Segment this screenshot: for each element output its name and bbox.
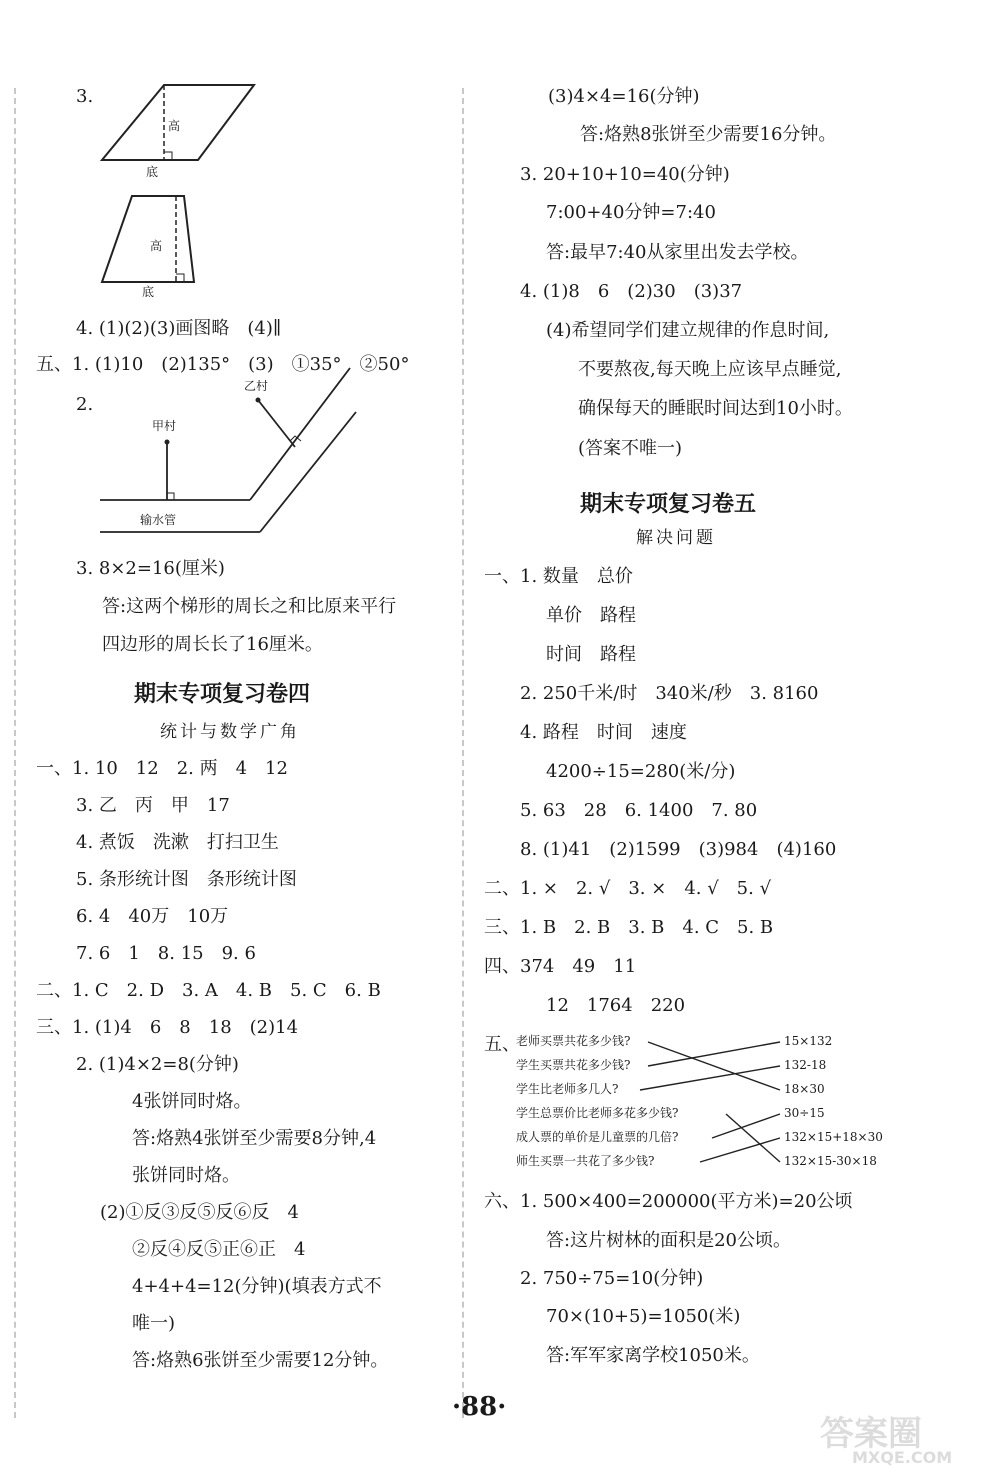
left-line: 4+4+4=12(分钟)(填表方式不 — [132, 1276, 382, 1297]
right-line: 时间 路程 — [546, 644, 636, 665]
match-question: 成人票的单价是儿童票的几倍? — [516, 1130, 679, 1144]
right-line: 不要熬夜,每天晚上应该早点睡觉, — [578, 359, 842, 380]
section-title-4: 期末专项复习卷四 — [134, 682, 311, 707]
parallelogram-height-label: 高 — [168, 119, 181, 133]
right-line: 答:军军家离学校1050米。 — [546, 1345, 760, 1366]
right-line: 确保每天的睡眠时间达到10小时。 — [578, 398, 853, 419]
right-line: 2. 250千米/时 340米/秒 3. 8160 — [520, 683, 819, 704]
left-line: 4. 煮饭 洗漱 打扫卫生 — [76, 832, 279, 853]
trapezoid-height-label: 高 — [150, 239, 163, 253]
match-expression: 30÷15 — [784, 1106, 825, 1120]
right-line: 12 1764 220 — [546, 995, 686, 1016]
match-expression: 132-18 — [784, 1058, 827, 1072]
section-title-5: 期末专项复习卷五 — [580, 492, 757, 517]
section-subtitle-5: 解决问题 — [636, 528, 716, 548]
match-expression: 132×15-30×18 — [784, 1154, 877, 1168]
page-number: ·88· — [452, 1392, 507, 1422]
q3-equation: 3. 8×2=16(厘米) — [76, 558, 225, 579]
right-line: 答:最早7:40从家里出发去学校。 — [546, 242, 809, 263]
left-line: 7. 6 1 8. 15 9. 6 — [76, 943, 256, 964]
left-line: 张饼同时烙。 — [132, 1165, 240, 1186]
q4-line: 4. (1)(2)(3)画图略 (4)∥ — [76, 318, 282, 339]
village-a-label: 甲村 — [152, 419, 177, 433]
watermark-logo: 答案圈 — [820, 1414, 922, 1454]
match-question: 学生买票共花多少钱? — [516, 1058, 631, 1072]
section5-q1: 五、1. (1)10 (2)135° (3) ①35° ②50° — [36, 354, 410, 375]
right-line: 三、1. B 2. B 3. B 4. C 5. B — [484, 917, 774, 938]
section5-label: 五、 — [484, 1034, 520, 1055]
q2-number: 2. — [76, 394, 94, 415]
section-subtitle-4: 统计与数学广角 — [160, 722, 300, 742]
right-line: 答:烙熟8张饼至少需要16分钟。 — [580, 124, 837, 145]
left-line: 6. 4 40万 10万 — [76, 906, 229, 927]
left-line: ②反④反⑤正⑥正 4 — [132, 1239, 306, 1260]
q3-answer-1: 答:这两个梯形的周长之和比原来平行 — [102, 596, 397, 617]
match-expression: 18×30 — [784, 1082, 825, 1096]
right-line: 二、1. × 2. √ 3. × 4. √ 5. √ — [484, 878, 772, 899]
match-question: 学生总票价比老师多花多少钱? — [516, 1106, 679, 1120]
q3-number: 3. — [76, 86, 94, 107]
right-line: 5. 63 28 6. 1400 7. 80 — [520, 800, 758, 821]
match-expression: 132×15+18×30 — [784, 1130, 883, 1144]
left-line: 答:烙熟4张饼至少需要8分钟,4 — [132, 1128, 377, 1149]
right-line: 一、1. 数量 总价 — [484, 566, 633, 587]
right-line: 8. (1)41 (2)1599 (3)984 (4)160 — [520, 839, 837, 860]
parallelogram-base-label: 底 — [146, 165, 159, 179]
match-question: 学生比老师多几人? — [516, 1082, 619, 1096]
right-line: 单价 路程 — [546, 605, 636, 626]
trapezoid-base-label: 底 — [142, 285, 155, 299]
right-line: 4. 路程 时间 速度 — [520, 722, 687, 743]
right-line: 4200÷15=280(米/分) — [546, 761, 736, 782]
right-line: 3. 20+10+10=40(分钟) — [520, 164, 730, 185]
left-line: 一、1. 10 12 2. 两 4 12 — [36, 758, 288, 779]
right-line: 70×(10+5)=1050(米) — [546, 1306, 741, 1327]
right-line: (3)4×4=16(分钟) — [548, 86, 700, 107]
right-line: 7:00+40分钟=7:40 — [546, 202, 716, 223]
watermark-url: MXQE.COM — [852, 1448, 953, 1467]
right-line: 2. 750÷75=10(分钟) — [520, 1268, 704, 1289]
right-line: 六、1. 500×400=200000(平方米)=20公顷 — [484, 1191, 853, 1212]
left-line: (2)①反③反⑤反⑥反 4 — [100, 1202, 299, 1223]
left-line: 唯一) — [132, 1313, 176, 1334]
right-line: 4. (1)8 6 (2)30 (3)37 — [520, 281, 743, 302]
left-line: 二、1. C 2. D 3. A 4. B 5. C 6. B — [36, 980, 381, 1001]
left-line: 3. 乙 丙 甲 17 — [76, 795, 230, 816]
left-line: 4张饼同时烙。 — [132, 1091, 252, 1112]
right-line: (答案不唯一) — [578, 438, 683, 459]
left-line: 答:烙熟6张饼至少需要12分钟。 — [132, 1350, 389, 1371]
water-pipe-label: 输水管 — [140, 513, 177, 527]
match-question: 师生买票一共花了多少钱? — [516, 1154, 655, 1168]
left-line: 5. 条形统计图 条形统计图 — [76, 869, 297, 890]
right-line: 四、374 49 11 — [484, 956, 637, 977]
match-question: 老师买票共花多少钱? — [516, 1034, 631, 1048]
right-line: (4)希望同学们建立规律的作息时间, — [546, 320, 830, 341]
village-b-label: 乙村 — [244, 379, 269, 393]
left-line: 三、1. (1)4 6 8 18 (2)14 — [36, 1017, 299, 1038]
left-line: 2. (1)4×2=8(分钟) — [76, 1054, 239, 1075]
q3-answer-2: 四边形的周长长了16厘米。 — [102, 634, 323, 655]
match-expression: 15×132 — [784, 1034, 833, 1048]
right-line: 答:这片树林的面积是20公顷。 — [546, 1230, 791, 1251]
